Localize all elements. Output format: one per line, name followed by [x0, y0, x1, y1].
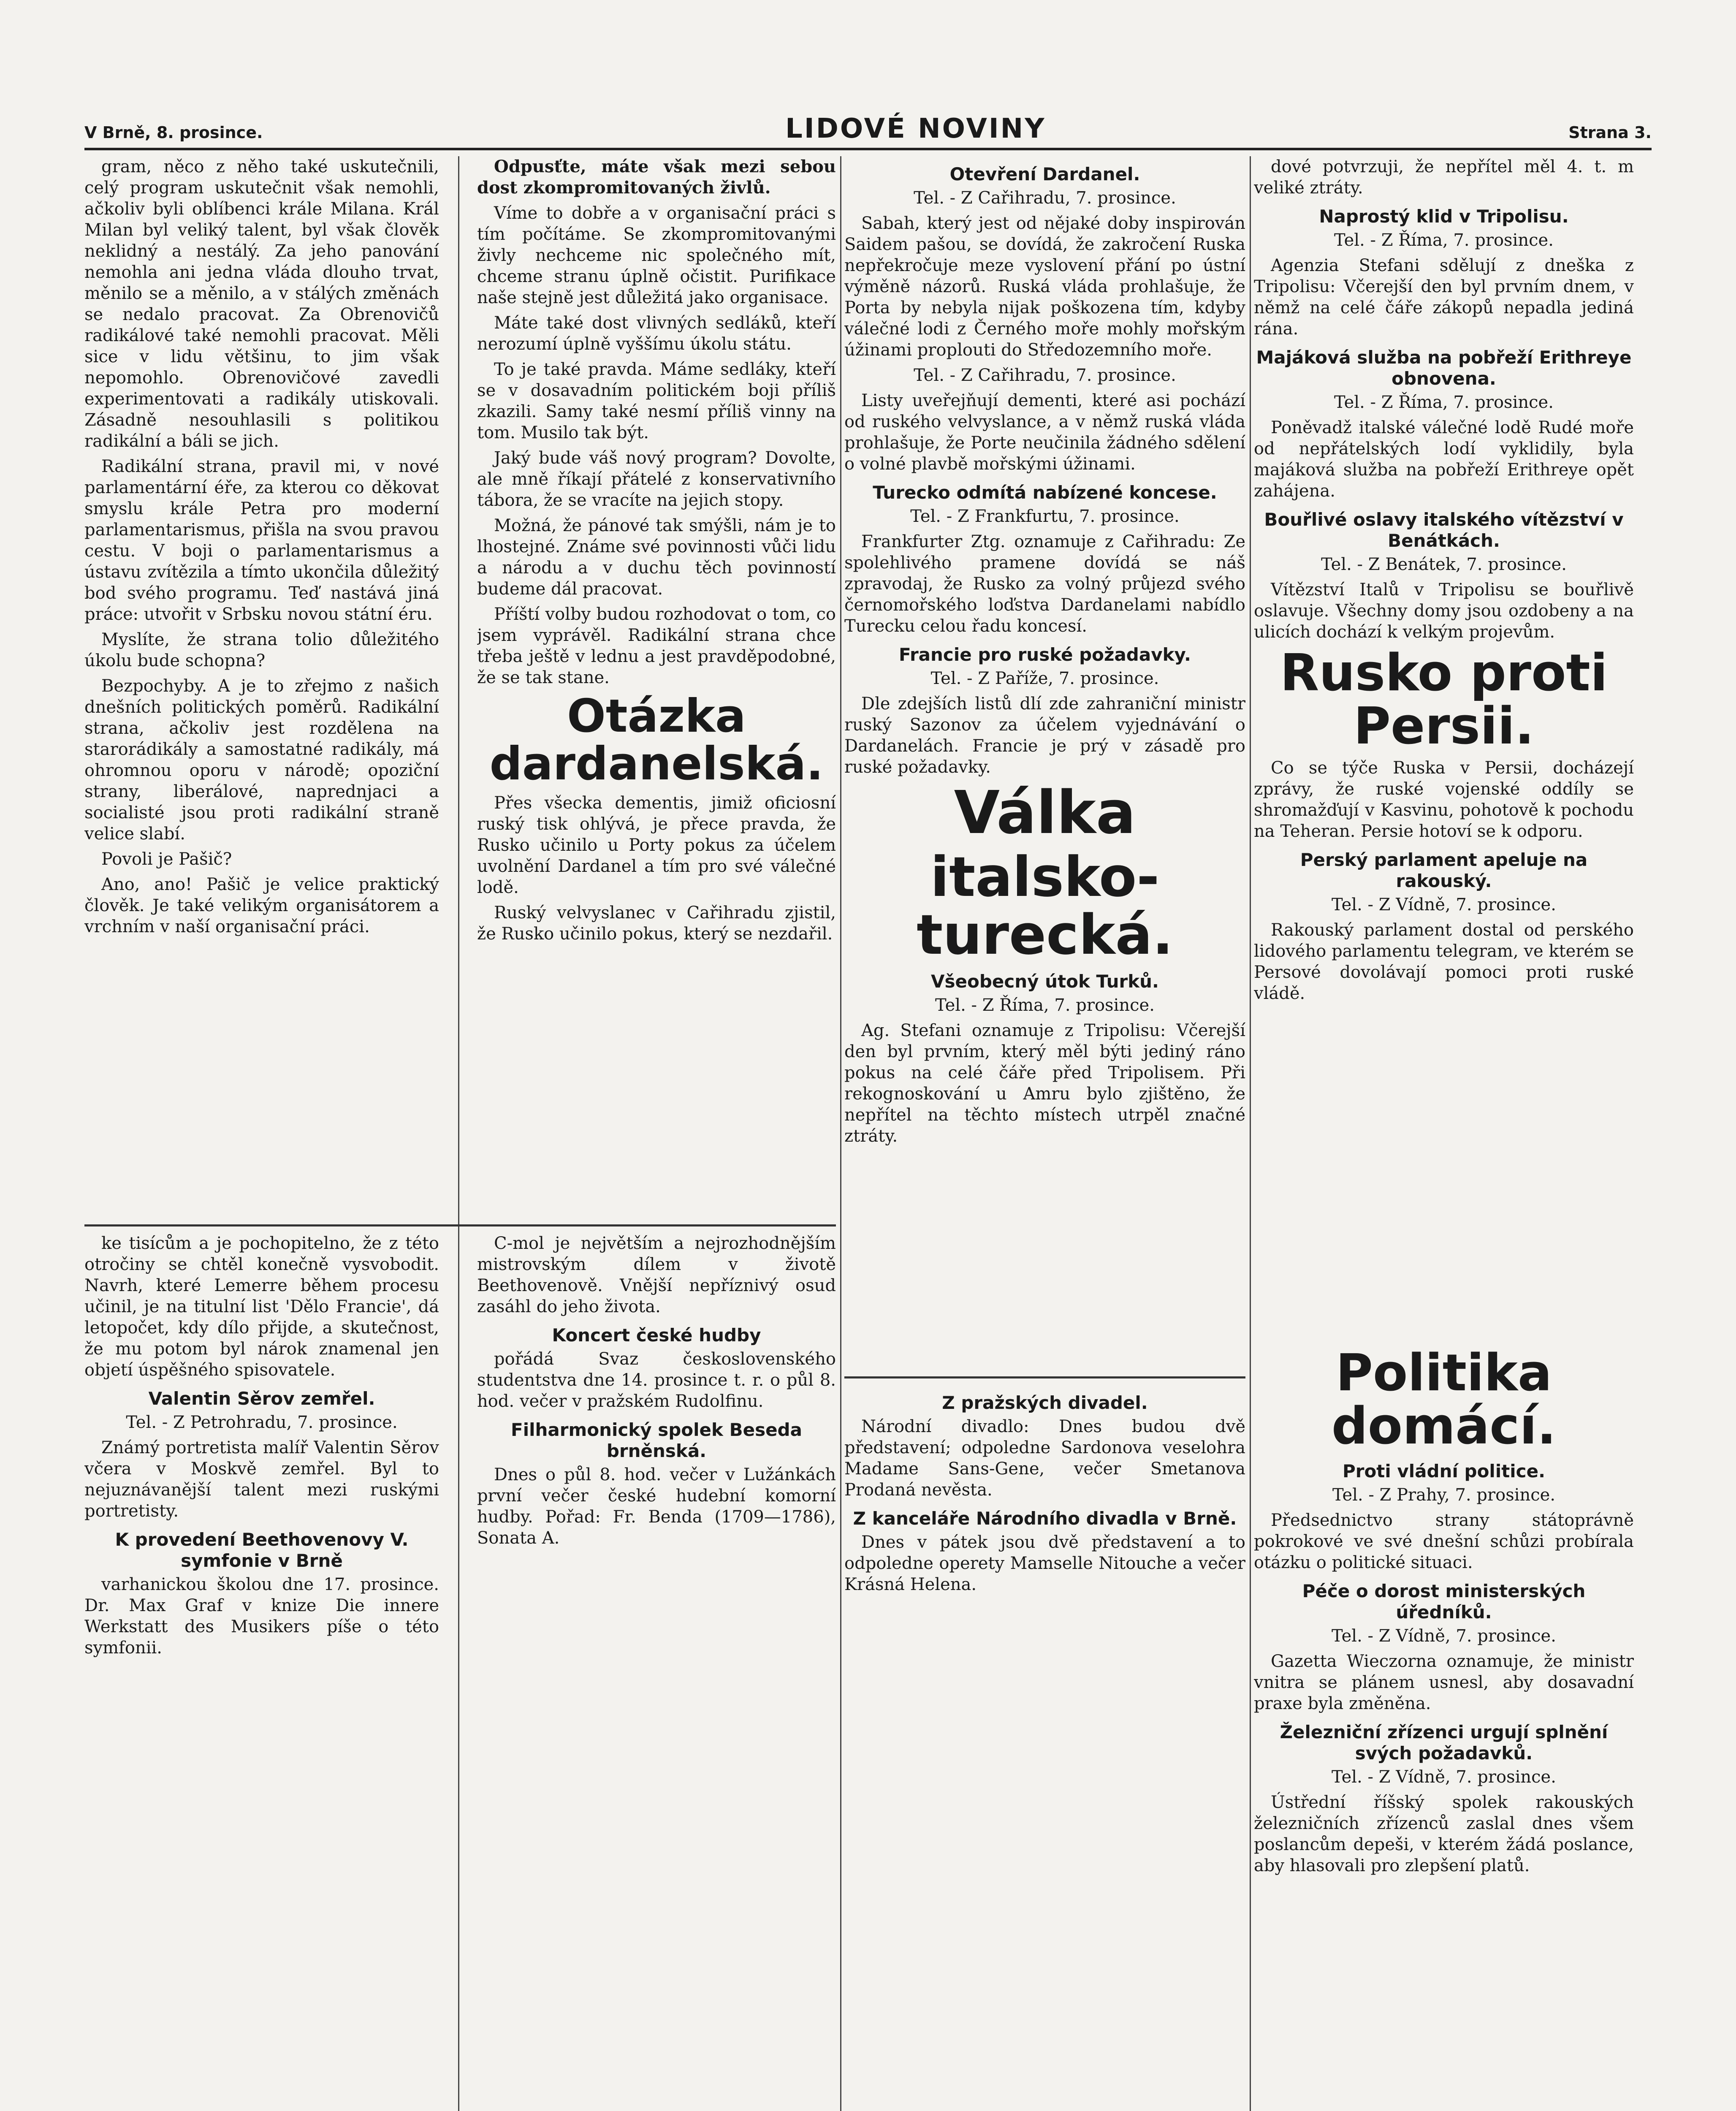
paragraph: Národní divadlo: Dnes budou dvě představení; odpoledne Sardonova veselohra Madame Sans-Gene, večer Smetanova Prodaná nevěsta. — [844, 1417, 1245, 1500]
paragraph: Dle zdejších listů dlí zde zahraniční ministr ruský Sazonov za účelem vyjednávání o Dardanelách. Francie je prý v zásadě pro ruské požadavky. — [844, 694, 1245, 777]
dateline: Tel. - Z Říma, 7. prosince. — [1334, 393, 1554, 412]
article-heading: Majáková služba na pobřeží Erithreye obnovena. — [1256, 347, 1632, 389]
article-heading: Železniční zřízenci urgují splnění svých požadavků. — [1280, 1722, 1608, 1764]
paragraph: Rakouský parlament dostal od perského lidového parlamentu telegram, ve kterém se Persové dovolávají pomoci proti ruské vládě. — [1254, 920, 1634, 1003]
paragraph: Bezpochyby. A je to zřejmo z našich dnešních politických poměrů. Radikální strana, ačkoliv jest rozdělena na starorádikály a samostatné radikály, má ohromnou oporu v národě; opoziční strany, liberálové, naprednjaci a socialisté jsou proti radikální straně velice slabí. — [84, 676, 439, 844]
column-divider — [458, 156, 459, 2111]
article-heading: Z kanceláře Národního divadla v Brně. — [853, 1508, 1237, 1529]
dateline: Tel. - Z Říma, 7. prosince. — [1334, 231, 1554, 250]
dateline: Tel. - Z Cařihradu, 7. prosince. — [914, 188, 1176, 208]
article-heading: Naprostý klid v Tripolisu. — [1319, 206, 1569, 227]
feuilleton-column-1 — [84, 1233, 439, 2111]
paragraph: Příští volby budou rozhodovat o tom, co jsem vyprávěl. Radikální strana chce třeba ještě v lednu a jest pravděpodobné, že se tak stane. — [477, 605, 836, 687]
masthead — [84, 97, 1652, 150]
masthead-title: LIDOVÉ NOVINY — [785, 113, 1046, 144]
paragraph: Víme to dobře a v organisační práci s tím počítáme. Se zkompromitovanými živly nechceme nic společného mít, chceme stranu úplně očistit. Purifikace naše stejně jest důležitá jako organisace. — [477, 204, 836, 307]
headline-dardanelles: Otázka dardanelská. — [489, 690, 824, 791]
paragraph: dové potvrzuji, že nepřítel měl 4. t. m veliké ztráty. — [1254, 157, 1634, 198]
dateline: Tel. - Z Benátek, 7. prosince. — [1321, 555, 1567, 574]
paragraph: Gazetta Wieczorna oznamuje, že ministr vnitra se plánem usnesl, aby dosavadní praxe byla změněna. — [1254, 1652, 1634, 1713]
paragraph: Ag. Stefani oznamuje z Tripolisu: Včerejší den byl prvním, který měl býti jediný ráno pokus na celé čáře před Tripolisem. Při rekognoskování u Amru bylo zjištěno, že nepřítel na těchto místech utrpěl značné ztráty. — [844, 1021, 1245, 1146]
article-heading: Filharmonický spolek Beseda brněnská. — [511, 1419, 802, 1461]
masthead-date: V Brně, 8. prosince. — [84, 123, 263, 142]
article-heading: Koncert české hudby — [552, 1325, 761, 1346]
dateline: Tel. - Z Říma, 7. prosince. — [935, 996, 1155, 1015]
paragraph: Možná, že pánové tak smýšli, nám je to lhostejné. Známe své povinnosti vůči lidu a národu a v duchu těch povinností budeme dál pracovat. — [477, 516, 836, 599]
paragraph: Myslíte, že strana tolio důležitého úkolu bude schopna? — [84, 630, 439, 670]
paragraph: Co se týče Ruska v Persii, docházejí zprávy, že ruské vojenské oddíly se shromažďují v Kasvinu, pohotově k pochodu na Teheran. Persie hotoví se k odporu. — [1254, 758, 1634, 841]
paragraph: Známý portretista malíř Valentin Sěrov včera v Moskvě zemřel. Byl to nejuznávanější talent mezi ruskými portretisty. — [84, 1438, 439, 1521]
article-heading: Z pražských divadel. — [942, 1392, 1148, 1413]
dateline: Tel. - Z Prahy, 7. prosince. — [1332, 1485, 1556, 1505]
paragraph: pořádá Svaz československého studentstva dne 14. prosince t. r. o půl 8. hod. večer v pražském Rudolfinu. — [477, 1349, 836, 1411]
paragraph: ke tisícům a je pochopitelno, že z této otročiny se chtěl konečně vysvobodit. Navrh, které Lemerre během procesu učinil, je na titulní list 'Dělo Francie', dá letopočet, kdy dílo přijde, a skutečnost, že mu potom byl nárok znamenal jen objetí úspěšného spisovatele. — [84, 1234, 439, 1380]
article-column-4 — [1254, 156, 1634, 1199]
paragraph: Listy uveřejňují dementi, které asi pochází od ruského velvyslance, a v němž ruská vláda prohlašuje, že Porte neučinila žádného sdělení o volné plavbě mořskými úžinami. — [844, 391, 1245, 474]
paragraph: Dnes o půl 8. hod. večer v Lužánkách první večer české hudební komorní hudby. Pořad: Fr. Benda (1709—1786), Sonata A. — [477, 1465, 836, 1548]
article-heading: Turecko odmítá nabízené koncese. — [873, 482, 1217, 503]
paragraph: Dnes v pátek jsou dvě představení a to odpoledne operety Mamselle Nitouche a večer Krásná Helena. — [844, 1533, 1245, 1594]
dateline: Tel. - Z Vídně, 7. prosince. — [1332, 1626, 1556, 1646]
article-column-1 — [84, 156, 439, 1199]
paragraph: To je také pravda. Máme sedláky, kteří se v dosavadním politickém boji příliš zkazili. Samy také nesmí příliš vinny na tom. Musilo tak být. — [477, 360, 836, 442]
paragraph: Ústřední říšský spolek rakouských železničních zřízenců zaslal dnes všem poslancům depeši, v kterém žádá poslance, aby hlasovali pro zlepšení platů. — [1254, 1793, 1634, 1875]
domestic-politics-column — [1254, 1343, 1634, 2111]
theatre-column — [844, 1385, 1245, 2111]
paragraph: varhanickou školou dne 17. prosince. Dr. Max Graf v knize Die innere Werkstatt des Musikers píše o této symfonii. — [84, 1575, 439, 1658]
paragraph: Vítězství Italů v Tripolisu se bouřlivě oslavuje. Všechny domy jsou ozdobeny a na ulicích dochází k velkým projevům. — [1254, 580, 1634, 642]
article-heading: Bouřlivé oslavy italského vítězství v Benátkách. — [1264, 509, 1624, 551]
article-column-3 — [844, 156, 1245, 1199]
headline-domestic-politics: Politika domácí. — [1331, 1344, 1557, 1456]
paragraph: gram, něco z něho také uskutečnili, celý program uskutečnit však nemohli, ačkoliv byli oblíbenci krále Milana. Král Milan byl veliký talent, byl však člověk neklidný a nestálý. Za jeho panování nemohla ani jedna vláda dlouho trvat, měnilo se a měnilo, a v stálých změnách se nedalo pracovat. Za Obrenovičů radikálové také nemohli pracovat. Měli sice v lidu většinu, to jim však nepomohlo. Obrenovičové zavedli experimentovati a radikály utiskovali. Zásadně nesouhlasili s politikou radikální a báli se jich. — [84, 157, 439, 451]
paragraph: Radikální strana, pravil mi, v nové parlamentární éře, za kterou co děkovat smyslu krále Petra pro moderní parlamentarismus, přišla na svou pravou cestu. V boji o parlamentarismus a ústavu zvítězila a tímto ukončila důležitý bod svého programu. Teď nastává jiná práce: utvořit v Srbsku novou státní éru. — [84, 457, 439, 624]
paragraph: Poněvadž italské válečné lodě Rudé moře od nepřátelských lodí vyklidily, byla majáková služba na pobřeží Erithreye opět zahájena. — [1254, 418, 1634, 501]
paragraph: Ruský velvyslanec v Cařihradu zjistil, že Rusko učinilo pokus, který se nezdařil. — [477, 903, 836, 944]
paragraph: Jaký bude váš nový program? Dovolte, ale mně říkají přátelé z konservativního tábora, že se vracíte na jejich stopy. — [477, 448, 836, 510]
article-heading: K provedení Beethovenovy V. symfonie v Brně — [115, 1529, 409, 1571]
column-divider — [1250, 156, 1251, 2111]
article-heading: Péče o dorost ministerských úředníků. — [1302, 1581, 1586, 1623]
dateline: Tel. - Z Petrohradu, 7. prosince. — [126, 1413, 398, 1432]
dateline: Tel. - Z Vídně, 7. prosince. — [1332, 1767, 1556, 1787]
section-divider — [844, 1376, 1245, 1378]
dateline: Tel. - Z Cařihradu, 7. prosince. — [914, 366, 1176, 385]
masthead-page-number: Strana 3. — [1568, 123, 1652, 142]
paragraph: Agenzia Stefani sdělují z dneška z Tripolisu: Včerejší den byl prvním dnem, v němž na celé čáře zákopů nepadla jediná rána. — [1254, 256, 1634, 339]
headline-war-sub: italsko-turecká. — [917, 845, 1173, 967]
feuilleton-column-2 — [477, 1233, 836, 2111]
article-heading: Perský parlament apeluje na rakouský. — [1300, 849, 1588, 891]
dateline: Tel. - Z Frankfurtu, 7. prosince. — [910, 507, 1180, 526]
section-divider — [84, 1224, 836, 1226]
headline-russia-persia: Rusko proti Persii. — [1280, 644, 1608, 756]
article-heading: Proti vládní politice. — [1342, 1461, 1546, 1481]
interview-question: Odpusťte, máte však mezi sebou dost zkompromitovaných živlů. — [477, 157, 836, 198]
paragraph: Přes všecka dementis, jimiž oficiosní ruský tisk ohlývá, je přece pravda, že Rusko učinilo u Porty pokus za účelem uvolnění Dardanel a tím pro své válečné lodě. — [477, 793, 836, 897]
article-heading: Valentin Sěrov zemřel. — [148, 1388, 375, 1409]
article-heading: Všeobecný útok Turků. — [930, 971, 1159, 992]
paragraph: Máte také dost vlivných sedláků, kteří nerozumí úplně vyššímu úkolu státu. — [477, 313, 836, 354]
article-heading: Otevření Dardanel. — [949, 164, 1140, 185]
article-column-2 — [477, 156, 836, 1199]
dateline: Tel. - Z Vídně, 7. prosince. — [1332, 895, 1556, 914]
paragraph: Ano, ano! Pašič je velice praktický člověk. Je také velikým organisátorem a vrchním v naší organisační práci. — [84, 875, 439, 936]
paragraph: Předsednictvo strany státoprávně pokrokové ve své dnešní schůzi probírala otázku o politické situaci. — [1254, 1511, 1634, 1572]
paragraph: Frankfurter Ztg. oznamuje z Cařihradu: Ze spolehlivého pramene dovídá se náš zpravodaj, že Rusko za volný průjezd svého černomořského loďstva Dardanelami nabídlo Turecku celou řadu koncesí. — [844, 532, 1245, 636]
headline-war: Válka — [954, 779, 1136, 847]
dateline: Tel. - Z Paříže, 7. prosince. — [930, 669, 1159, 688]
article-heading: Francie pro ruské požadavky. — [898, 644, 1191, 665]
paragraph: Povoli je Pašič? — [101, 849, 232, 869]
column-divider — [840, 156, 841, 2111]
paragraph: Sabah, který jest od nějaké doby inspirován Saidem pašou, se dovídá, že zakročení Ruska nepřekročuje meze vyslovení přání po ústní výměně názorů. Ruská vláda prohlašuje, že Porta by nebyla nijak poškozena tím, kdyby válečné lodi z Černého moře mohly mořským úžinami proplouti do Středozemního moře. — [844, 214, 1245, 360]
paragraph: C-mol je největším a nejrozhodnějším mistrovským dílem v životě Beethovenově. Vnější nepříznivý osud zasáhl do jeho života. — [477, 1234, 836, 1316]
